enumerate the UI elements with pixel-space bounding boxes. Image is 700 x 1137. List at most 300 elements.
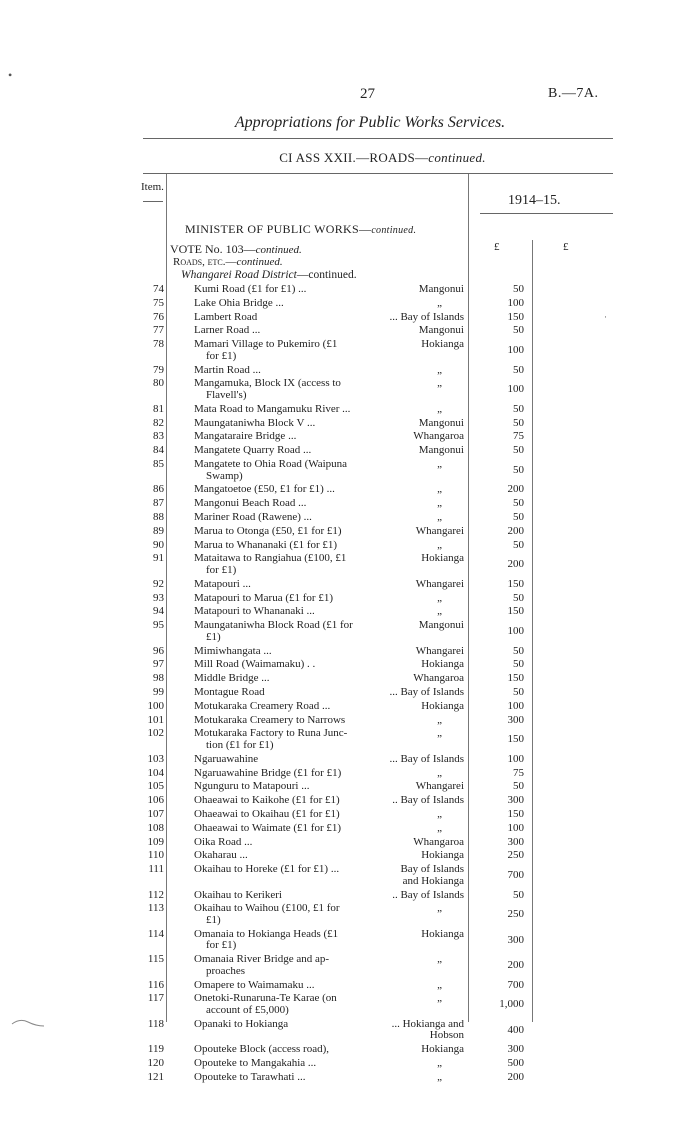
item-number: 76 [153, 310, 164, 323]
scan-mark: • [8, 68, 13, 82]
district-location-line: „ [437, 978, 442, 991]
district-location [380, 339, 464, 351]
table-top-rule [143, 173, 613, 174]
road-name-line: Mangatete Quarry Road ... [194, 444, 312, 457]
district-location-line: „ [437, 727, 442, 740]
amount: 300 [507, 794, 524, 807]
district-location-line: „ [437, 511, 442, 523]
road-name-line: Mangatoetoe (£50, £1 for £1) ... [194, 483, 335, 496]
district-location-line: ... Bay of Islands [389, 686, 464, 698]
item-number: 83 [153, 430, 164, 443]
amount: 50 [513, 686, 524, 698]
amount: 150 [507, 672, 524, 685]
road-name-line: for £1) [206, 939, 237, 952]
road-name-line: Mangataraire Bridge ... [194, 430, 297, 443]
roads-heading [173, 256, 283, 268]
amount: 150 [507, 605, 524, 618]
road-name-line: Opouteke to Mangakahia ... [194, 1057, 317, 1069]
roads-heading-italic: continued. [236, 256, 283, 268]
amount: 50 [513, 538, 524, 551]
subtitle-main: CI ASS XXII.—ROADS— [279, 150, 429, 165]
item-number: 86 [153, 483, 164, 496]
district-location [380, 728, 464, 740]
road-name [194, 553, 384, 576]
road-name-line: Larner Road ... [194, 324, 261, 337]
district-location [380, 540, 464, 552]
road-name [194, 715, 384, 727]
district-location-line: „ [437, 363, 442, 376]
item-number: 77 [153, 324, 164, 337]
road-name-line: Onetoki-Runaruna-Te Karae (on [194, 992, 337, 1005]
amount: 50 [513, 283, 524, 295]
road-name-line: Lake Ohia Bridge ... [194, 296, 284, 309]
road-name [194, 512, 384, 524]
district-location-line: and Hokianga [402, 874, 464, 887]
amount-column-divider [532, 240, 533, 1022]
item-number: 93 [153, 591, 164, 604]
road-name [194, 579, 384, 591]
district-location [380, 701, 464, 713]
item-number: 99 [153, 686, 164, 698]
amount: 300 [507, 1043, 524, 1056]
district-location [380, 484, 464, 496]
district-location [380, 903, 464, 915]
road-name-line: Ohaeawai to Kaikohe (£1 for £1) [194, 794, 340, 807]
item-number: 109 [147, 835, 164, 848]
district-location [380, 593, 464, 605]
road-name [194, 325, 384, 337]
district-location [380, 445, 464, 457]
item-number: 78 [153, 338, 164, 351]
currency-symbol-1: £ [494, 241, 500, 253]
currency-symbol-2: £ [563, 241, 569, 253]
district-location-line: „ [437, 953, 442, 966]
district-location [380, 929, 464, 941]
road-name-line: Mangamuka, Block IX (access to [194, 377, 341, 390]
road-name [194, 378, 384, 401]
road-name-line: Opanaki to Hokianga [194, 1017, 289, 1030]
road-name-line: £1) [206, 913, 221, 926]
item-column-header: Item. [141, 181, 164, 193]
amount: 50 [513, 324, 524, 337]
district-location [380, 1058, 464, 1070]
road-name-line: Motukaraka Creamery Road ... [194, 699, 331, 712]
item-number: 90 [153, 538, 164, 551]
road-name [194, 837, 384, 849]
district-location-line: Hokianga [421, 699, 464, 712]
item-number: 80 [153, 377, 164, 390]
road-name [194, 993, 384, 1016]
item-number: 91 [153, 552, 164, 565]
description-column-divider [468, 174, 469, 1022]
road-name [194, 526, 384, 538]
road-name [194, 795, 384, 807]
amount: 250 [507, 908, 524, 921]
road-name-line: Mangatete to Ohia Road (Waipuna [194, 458, 348, 470]
subtitle-italic: continued. [428, 150, 486, 165]
amount: 50 [513, 591, 524, 604]
road-name [194, 445, 384, 457]
district-location [380, 284, 464, 296]
district-location [380, 809, 464, 821]
amount: 150 [507, 310, 524, 323]
amount: 100 [507, 343, 524, 356]
item-number: 95 [153, 619, 164, 632]
road-name-line: Maungataniwha Block V ... [194, 416, 316, 429]
district-location-line: Hokianga [421, 338, 464, 351]
district-location [380, 431, 464, 443]
district-location-line: „ [437, 296, 442, 309]
district-location-line: Whangarei [415, 524, 464, 537]
road-name [194, 620, 384, 643]
amount: 100 [507, 752, 524, 765]
amount: 400 [507, 1023, 524, 1036]
road-name-line: Maungataniwha Block Road (£1 for [194, 619, 353, 632]
amount: 250 [507, 849, 524, 862]
district-location [380, 980, 464, 992]
road-name-line: tion (£1 for £1) [206, 738, 274, 751]
road-name-line: Mill Road (Waimamaku) . . [194, 658, 316, 671]
district-location [380, 1072, 464, 1084]
road-name-line: account of £5,000) [206, 1003, 289, 1016]
road-name-line: Middle Bridge ... [194, 672, 270, 685]
road-name [194, 1058, 384, 1070]
amount: 300 [507, 713, 524, 726]
district-location-line: „ [437, 902, 442, 915]
district-location-line: Whangaroa [413, 430, 464, 443]
district-location [380, 512, 464, 524]
road-name [194, 365, 384, 377]
road-name-line: Mangonui Beach Road ... [194, 497, 307, 510]
road-name-line: Okaharau ... [194, 849, 248, 862]
year-header-rule [480, 213, 613, 214]
district-location-line: Mangonui [418, 324, 464, 337]
road-name [194, 823, 384, 835]
class-subtitle [0, 150, 700, 166]
district-location [380, 498, 464, 510]
road-name [194, 646, 384, 658]
amount: 75 [513, 766, 524, 779]
district-heading-suffix: —continued. [296, 269, 357, 281]
roads-heading-main: Roads, etc.— [173, 256, 237, 268]
page-title: Appropriations for Public Works Services. [234, 114, 506, 131]
item-number: 92 [153, 577, 164, 590]
road-name-line: for £1) [206, 349, 237, 362]
district-location-line: Mangonui [418, 444, 464, 457]
district-location-line: „ [437, 591, 442, 604]
item-number: 107 [147, 808, 164, 820]
district-location [380, 673, 464, 685]
road-name [194, 1072, 384, 1084]
road-name [194, 484, 384, 496]
road-name-line: Motukaraka Creamery to Narrows [194, 713, 346, 726]
district-heading [181, 269, 357, 281]
vote-heading [170, 242, 302, 257]
road-name [194, 781, 384, 793]
item-number: 116 [147, 978, 164, 991]
road-name [194, 954, 384, 977]
item-number: 100 [147, 699, 164, 712]
district-location [380, 526, 464, 538]
amount: 50 [513, 511, 524, 523]
amount: 50 [513, 497, 524, 510]
road-name [194, 768, 384, 780]
road-name [194, 864, 384, 876]
district-location [380, 459, 464, 471]
road-name-line: Mata Road to Mangamuku River ... [194, 402, 351, 415]
road-name-line: Martin Road ... [194, 363, 261, 376]
road-name-line: proaches [206, 964, 246, 977]
district-location-line: Bay of Islands [400, 863, 464, 876]
road-name-line: Okaihau to Waihou (£100, £1 for [194, 902, 340, 915]
document-reference: B.—7A. [548, 86, 599, 101]
district-location [380, 837, 464, 849]
district-location [380, 864, 464, 887]
road-name-line: Matapouri ... [194, 577, 251, 590]
item-number: 105 [147, 780, 164, 793]
road-name [194, 659, 384, 671]
amount: 75 [513, 430, 524, 443]
item-number: 81 [153, 402, 164, 415]
amount: 50 [513, 416, 524, 429]
amount: 100 [507, 821, 524, 834]
district-location-line: „ [437, 1070, 442, 1083]
district-location-line: ... Bay of Islands [389, 310, 464, 323]
amount: 300 [507, 933, 524, 946]
district-location [380, 687, 464, 699]
amount: 200 [507, 1070, 524, 1083]
amount: 50 [513, 463, 524, 476]
district-location-line: „ [437, 808, 442, 820]
district-location-line: Mangonui [418, 283, 464, 295]
item-number: 119 [147, 1043, 164, 1056]
item-number: 79 [153, 363, 164, 376]
district-location-line: Hokianga [421, 849, 464, 862]
district-location-line: „ [437, 605, 442, 618]
district-location [380, 850, 464, 862]
item-number: 94 [153, 605, 164, 618]
district-location [380, 620, 464, 632]
road-name-line: Opouteke Block (access road), [194, 1043, 330, 1056]
district-location-line: Mangonui [418, 416, 464, 429]
road-name-line: Omapere to Waimamaku ... [194, 978, 315, 991]
district-location-line: .. Bay of Islands [392, 888, 464, 901]
district-location-line: „ [437, 377, 442, 390]
amount: 50 [513, 444, 524, 457]
road-name [194, 809, 384, 821]
road-name [194, 1019, 384, 1031]
amount: 300 [507, 835, 524, 848]
amount: 50 [513, 644, 524, 657]
amount: 100 [507, 383, 524, 396]
district-location [380, 795, 464, 807]
item-number: 118 [147, 1017, 164, 1030]
road-name-line: Ngaruawahine [194, 752, 259, 765]
road-name-line: £1) [206, 630, 221, 643]
amount: 50 [513, 658, 524, 671]
road-name-line: Ngunguru to Matapouri ... [194, 780, 310, 793]
road-name [194, 929, 384, 952]
item-number: 87 [153, 497, 164, 510]
item-number: 106 [147, 794, 164, 807]
road-name-line: Ohaeawai to Okaihau (£1 for £1) [194, 808, 340, 820]
item-number: 111 [148, 863, 164, 876]
district-location [380, 823, 464, 835]
amount: 150 [507, 733, 524, 746]
item-number: 85 [153, 458, 164, 470]
road-name [194, 701, 384, 713]
scan-mark [10, 1010, 46, 1030]
district-location [380, 404, 464, 416]
amount: 50 [513, 888, 524, 901]
district-location-line: Hokianga [421, 658, 464, 671]
district-location [380, 553, 464, 565]
amount: 200 [507, 483, 524, 496]
amount: 50 [513, 363, 524, 376]
road-name [194, 339, 384, 362]
district-location-line: „ [437, 497, 442, 510]
road-name-line: Mimiwhangata ... [194, 644, 272, 657]
district-location-line: Hokianga [421, 1043, 464, 1056]
district-location-line: Whangarei [415, 780, 464, 793]
road-name-line: Lambert Road [194, 310, 258, 323]
district-location [380, 1019, 464, 1042]
road-name-line: Omanaia River Bridge and ap- [194, 953, 330, 966]
district-location-line: Whangarei [415, 644, 464, 657]
district-location-line: „ [437, 483, 442, 496]
item-number: 120 [147, 1057, 164, 1069]
item-number: 115 [147, 953, 164, 966]
minister-heading-main: MINISTER OF PUBLIC WORKS— [185, 222, 372, 236]
road-name-line: Ohaeawai to Waimate (£1 for £1) [194, 821, 342, 834]
amount: 700 [507, 868, 524, 881]
district-location-line: ... Hokianga and [391, 1017, 464, 1030]
road-name-line: Montague Road [194, 686, 265, 698]
road-name [194, 1044, 384, 1056]
road-name [194, 459, 384, 482]
district-location-line: „ [437, 1057, 442, 1069]
district-location-line: Whangaroa [413, 835, 464, 848]
district-location [380, 754, 464, 766]
road-name [194, 673, 384, 685]
district-location-line: Whangaroa [413, 672, 464, 685]
district-location [380, 768, 464, 780]
road-name-line: Okaihau to Horeke (£1 for £1) ... [194, 863, 340, 876]
road-name-line: Matapouri to Whananaki ... [194, 605, 315, 618]
title-rule [143, 138, 613, 139]
amount: 1,000 [499, 998, 524, 1011]
road-name-line: Marua to Whananaki (£1 for £1) [194, 538, 338, 551]
item-number: 117 [147, 992, 164, 1005]
district-location [380, 606, 464, 618]
district-location-line: Whangarei [415, 577, 464, 590]
item-column-divider [166, 174, 167, 1022]
district-location-line: „ [437, 538, 442, 551]
amount: 100 [507, 624, 524, 637]
scan-mark: · [604, 312, 607, 322]
district-heading-main: Whangarei Road District [181, 269, 297, 281]
amount: 100 [507, 296, 524, 309]
district-location [380, 298, 464, 310]
road-name [194, 498, 384, 510]
minister-heading-italic: continued. [371, 225, 417, 236]
road-name [194, 728, 384, 751]
vote-heading-italic: continued. [255, 244, 302, 256]
district-location-line: ... Bay of Islands [389, 752, 464, 765]
road-name [194, 284, 384, 296]
item-number: 75 [153, 296, 164, 309]
road-name [194, 754, 384, 766]
road-name [194, 903, 384, 926]
road-name-line: Matapouri to Marua (£1 for £1) [194, 591, 333, 604]
district-location [380, 579, 464, 591]
amount: 700 [507, 978, 524, 991]
district-location [380, 418, 464, 430]
item-number: 113 [147, 902, 164, 915]
item-number: 102 [147, 727, 164, 740]
page-number: 27 [360, 86, 375, 102]
road-name-line: Swamp) [206, 469, 243, 482]
item-number: 96 [153, 644, 164, 657]
road-name-line: Opouteke to Tarawhati ... [194, 1070, 306, 1083]
district-location [380, 890, 464, 902]
district-location-line: Mangonui [418, 619, 464, 632]
district-location-line: „ [437, 992, 442, 1005]
road-name-line: Oika Road ... [194, 835, 253, 848]
road-name-line: Motukaraka Factory to Runa Junc- [194, 727, 348, 740]
district-location [380, 781, 464, 793]
amount: 50 [513, 780, 524, 793]
district-location [380, 646, 464, 658]
road-name [194, 431, 384, 443]
road-name-line: Ngaruawahine Bridge (£1 for £1) [194, 766, 342, 779]
vote-heading-main: VOTE No. 103— [170, 242, 256, 256]
district-location-line: Hokianga [421, 927, 464, 940]
item-number: 98 [153, 672, 164, 685]
road-name-line: Mariner Road (Rawene) ... [194, 511, 312, 523]
district-location-line: „ [437, 713, 442, 726]
road-name [194, 593, 384, 605]
road-name [194, 890, 384, 902]
road-name [194, 418, 384, 430]
year-column-header: 1914–15. [508, 193, 561, 208]
item-number: 110 [147, 849, 164, 862]
amount: 150 [507, 577, 524, 590]
item-number: 88 [153, 511, 164, 523]
item-header-rule [143, 201, 163, 202]
road-name-line: for £1) [206, 563, 237, 576]
item-number: 108 [147, 821, 164, 834]
amount: 200 [507, 558, 524, 571]
amount: 200 [507, 958, 524, 971]
road-name [194, 312, 384, 324]
road-name-line: Marua to Otonga (£50, £1 for £1) [194, 524, 342, 537]
item-number: 114 [147, 927, 164, 940]
amount: 100 [507, 699, 524, 712]
road-name-line: Mamari Village to Pukemiro (£1 [194, 338, 338, 351]
item-number: 74 [153, 283, 164, 295]
district-location [380, 993, 464, 1005]
road-name-line: Flavell's) [206, 388, 247, 401]
road-name [194, 540, 384, 552]
district-location-line: Hokianga [421, 552, 464, 565]
road-name [194, 606, 384, 618]
district-location [380, 659, 464, 671]
road-name [194, 298, 384, 310]
road-name-line: Mataitawa to Rangiahua (£100, £1 [194, 552, 347, 565]
district-location-line: „ [437, 402, 442, 415]
district-location [380, 312, 464, 324]
